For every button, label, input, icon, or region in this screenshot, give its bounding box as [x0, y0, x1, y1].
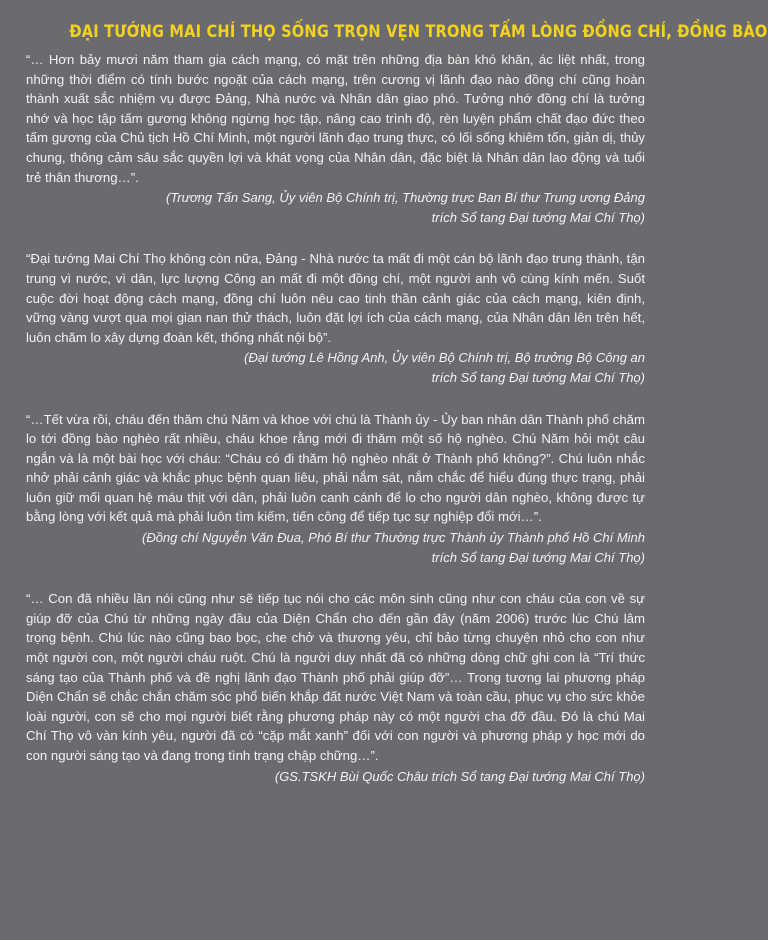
page-title: ĐẠI TƯỚNG MAI CHÍ THỌ SỐNG TRỌN VẸN TRONG TẤM LÒNG ĐỒNG CHÍ, ĐỒNG BÀO: [69, 22, 768, 42]
citation-line-1: (Đồng chí Nguyễn Văn Đua, Phó Bí thư Thường trực Thành ủy Thành phố Hồ Chí Minh: [141, 530, 645, 546]
quote-1: [26, 50, 645, 227]
citation-line-2: trích Sổ tang Đại tướng Mai Chí Thọ): [431, 209, 645, 225]
quote-citation: [26, 528, 645, 567]
quote-citation: [26, 188, 645, 227]
citation-line-2: trích Sổ tang Đại tướng Mai Chí Thọ): [431, 369, 645, 385]
quote-text: “Đại tướng Mai Chí Thọ không còn nữa, Đảng - Nhà nước ta mất đi một cán bộ lãnh đạo trung thành, tận trung vì nước, vì dân, lực lượng Công an mất đi một đồng chí, một người anh vô cùng kính mến. Suốt cuộc đời hoạt động cách mạng, đồng chí luôn nêu cao tinh thần cảnh giác của cách mạng, kiên định, vững vàng vượt qua mọi gian nan thử thách, luôn đặt lợi ích của cách mạng, của Nhân dân lên trên hết, luôn chăm lo xây dựng đoàn kết, thống nhất nội bộ”.: [26, 251, 645, 345]
citation-line-1: (Trương Tấn Sang, Ủy viên Bộ Chính trị, Thường trực Ban Bí thư Trung ương Đảng: [165, 190, 645, 206]
quote-text: “… Hơn bảy mươi năm tham gia cách mạng, có mặt trên những địa bàn khó khăn, ác liệt nhất, trong những thời điểm có tính bước ngoặt của cách mạng, trên cương vị lãnh đạo nào đồng chí cũng hoàn thành xuất sắc nhiệm vụ được Đảng, Nhà nước và Nhân dân giao phó. Tưởng nhớ đồng chí là tưởng nhớ và học tập tấm gương không ngừng học tập, nâng cao trình độ, rèn luyện phẩm chất đạo đức theo tấm gương của Chủ tịch Hồ Chí Minh, một người lãnh đạo trung thực, có lối sống khiêm tốn, giản dị, thủy chung, thông cảm sâu sắc quyền lợi và khát vọng của Nhân dân, đặc biệt là Nhân dân lao động và tuổi trẻ thân thương…”.: [26, 52, 645, 185]
quote-3: [26, 410, 645, 568]
quote-citation: [26, 348, 645, 387]
citation-line-1: (Đại tướng Lê Hồng Anh, Ủy viên Bộ Chính trị, Bộ trưởng Bộ Công an: [244, 350, 645, 366]
quote-text: “… Con đã nhiều lần nói cũng như sẽ tiếp tục nói cho các môn sinh cũng như con cháu của con về sự giúp đỡ của Chú từ những ngày đầu của Diện Chẩn cho đến gần đây (năm 2006) trước lúc Chú lâm trọng bệnh. Chú lúc nào cũng bao bọc, che chở và thương yêu, chỉ bảo từng chuyện nhỏ cho con như một người con, một người cháu ruột. Chú là người duy nhất đã có những dòng chữ ghi con là “Trí thức sáng tạo của Thành phố và đề nghị lãnh đạo Thành phố phải giúp đỡ”… Trong tương lai phương pháp Diện Chẩn sẽ chắc chắn chăm sóc phổ biến khắp đất nước Việt Nam và toàn cầu, phục vụ cho sức khỏe loài người, con sẽ cho mọi người biết rằng phương pháp này có một người cha đỡ đầu. Đó là chú Mai Chí Thọ vô vàn kính yêu, người đã có “cặp mắt xanh” đối với con người và phương pháp y học mới do con người sáng tạo và đang trong tình trạng chập chững…”.: [26, 591, 645, 763]
citation-line-2: trích Sổ tang Đại tướng Mai Chí Thọ): [431, 549, 645, 565]
quote-4: [26, 589, 645, 786]
quote-2: [26, 249, 645, 387]
quote-citation: [26, 767, 645, 787]
quote-text: “…Tết vừa rồi, cháu đến thăm chú Năm và khoe với chú là Thành ủy - Ủy ban nhân dân Thành phố chăm lo tới đồng bào nghèo rất nhiều, cháu khoe rằng mới đi thăm một số hộ nghèo. Chú Năm hỏi một câu ngắn và là một bài học với cháu: “Cháu có đi thăm hộ nghèo nhất ở Thành phố không?”. Chú luôn nhắc nhở phải cảnh giác và khắc phục bệnh quan liêu, phải nắm sát, nắm chắc để hiểu đúng thực trạng, phải luôn giữ mối quan hệ máu thịt với dân, phải luôn canh cánh để lo cho người dân nghèo, không được tự bằng lòng với kết quả mà phải luôn tìm kiếm, tiến công để tiếp tục sự nghiệp đổi mới…”.: [26, 411, 645, 525]
citation-line-1: (GS.TSKH Bùi Quốc Châu trích Sổ tang Đại tướng Mai Chí Thọ): [274, 768, 645, 784]
